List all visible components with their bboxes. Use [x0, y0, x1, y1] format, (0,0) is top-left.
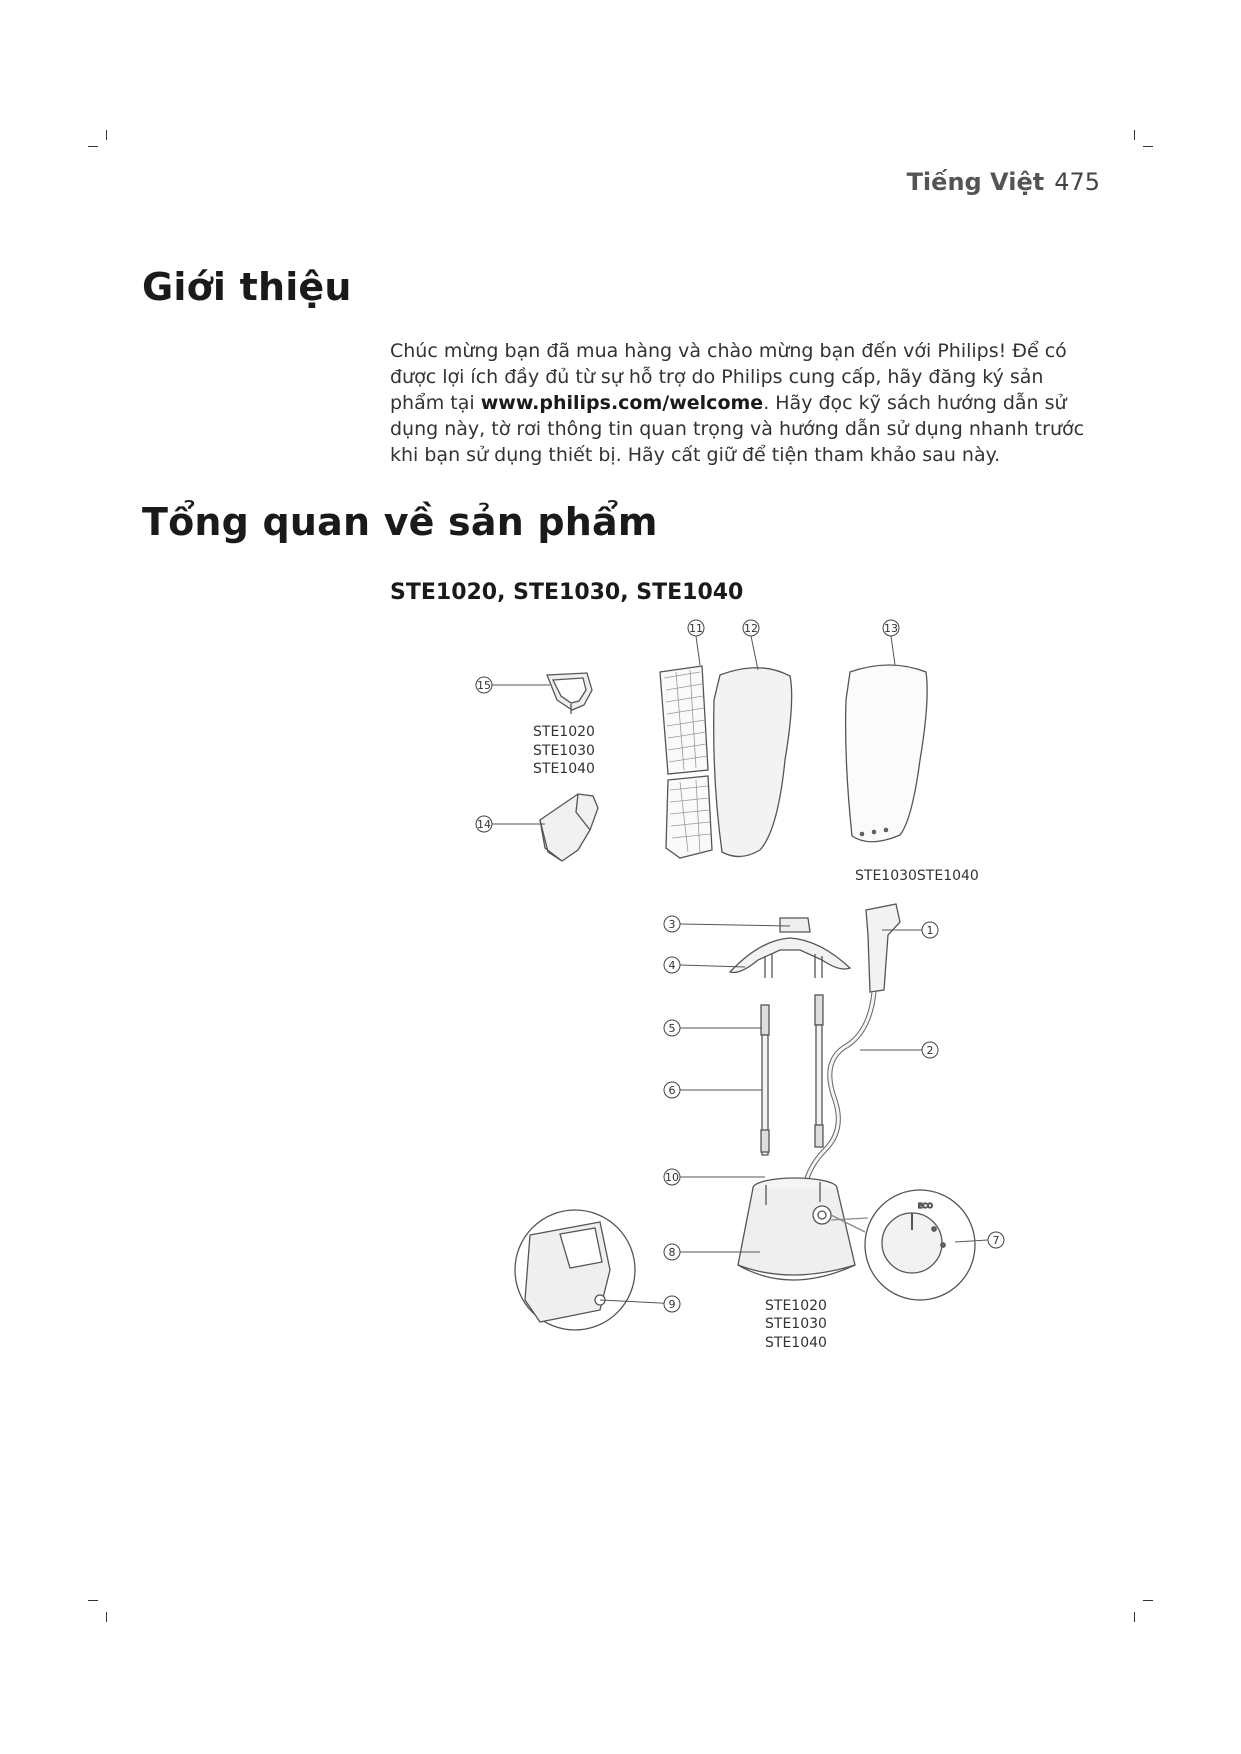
callout-1: 1	[926, 924, 934, 937]
crop-mark-top-right	[1143, 146, 1153, 147]
model-label: STE1020	[533, 724, 595, 740]
callout-3: 3	[668, 918, 676, 931]
callout-7: 7	[992, 1234, 1000, 1247]
callout-2: 2	[926, 1044, 934, 1057]
crop-mark-top-left	[106, 130, 107, 140]
glove-illustration	[540, 794, 598, 861]
dial-zoom-illustration	[831, 1190, 975, 1300]
dial-eco-label: ECO	[918, 1202, 933, 1210]
callout-4: 4	[668, 959, 676, 972]
crop-mark-top-right	[1134, 130, 1135, 140]
brush-board-illustration	[660, 666, 712, 858]
running-header	[907, 168, 1100, 196]
model-label: STE1040	[765, 1335, 827, 1351]
model-label: STE1030	[765, 1316, 827, 1332]
model-label: STE1020	[765, 1298, 827, 1314]
callout-12: 12	[744, 622, 758, 635]
crop-mark-bottom-right	[1143, 1600, 1153, 1601]
callout-5: 5	[668, 1022, 676, 1035]
crop-mark-bottom-left	[106, 1612, 107, 1622]
callout-14: 14	[477, 818, 491, 831]
product-diagram	[460, 610, 1020, 1370]
language-label: Tiếng Việt	[906, 168, 1045, 196]
model-label: STE1030	[533, 743, 595, 759]
callout-8: 8	[668, 1246, 676, 1259]
welcome-link[interactable]: www.philips.com/welcome	[480, 392, 764, 414]
callout-9: 9	[668, 1298, 676, 1311]
pole-illustration	[761, 995, 823, 1155]
crop-mark-bottom-right	[1134, 1612, 1135, 1622]
callout-6: 6	[668, 1084, 676, 1097]
callout-11: 11	[689, 622, 703, 635]
base-illustration	[738, 1178, 855, 1280]
intro-text-end: . Hãy đọc kỹ sách hướng dẫn sử dụng này, tờ rơi thông tin quan trọng và hướng dẫn sử dụng nhanh trước khi bạn sử dụng thiết bị. Hãy cất giữ để tiện tham khảo sau này.	[390, 392, 1085, 466]
model-label: STE1040	[533, 761, 595, 777]
ring-accessory-illustration	[547, 673, 592, 714]
ironing-board-illustration	[714, 668, 792, 857]
overview-heading: Tổng quan về sản phẩm	[142, 500, 658, 544]
intro-paragraph	[390, 338, 1090, 468]
callout-15: 15	[477, 679, 491, 692]
rear-zoom-illustration	[515, 1210, 635, 1330]
crop-mark-bottom-left	[88, 1600, 98, 1601]
crop-mark-top-left	[88, 146, 98, 147]
page-number: 475	[1054, 168, 1100, 196]
intro-heading: Giới thiệu	[142, 265, 352, 309]
callout-10: 10	[665, 1171, 679, 1184]
models-title: STE1020, STE1030, STE1040	[390, 580, 744, 605]
hanger-illustration	[730, 918, 850, 978]
intro-text-start: Chúc mừng bạn đã mua hàng và chào mừng bạn đến với Philips! Để có được lợi ích đầy đủ từ sự hỗ trợ do Philips cung cấp, hãy đăng ký sản phẩm tại	[390, 340, 1067, 414]
model-label: STE1030STE1040	[855, 868, 979, 884]
board-cover-illustration	[846, 665, 928, 842]
callout-13: 13	[884, 622, 898, 635]
